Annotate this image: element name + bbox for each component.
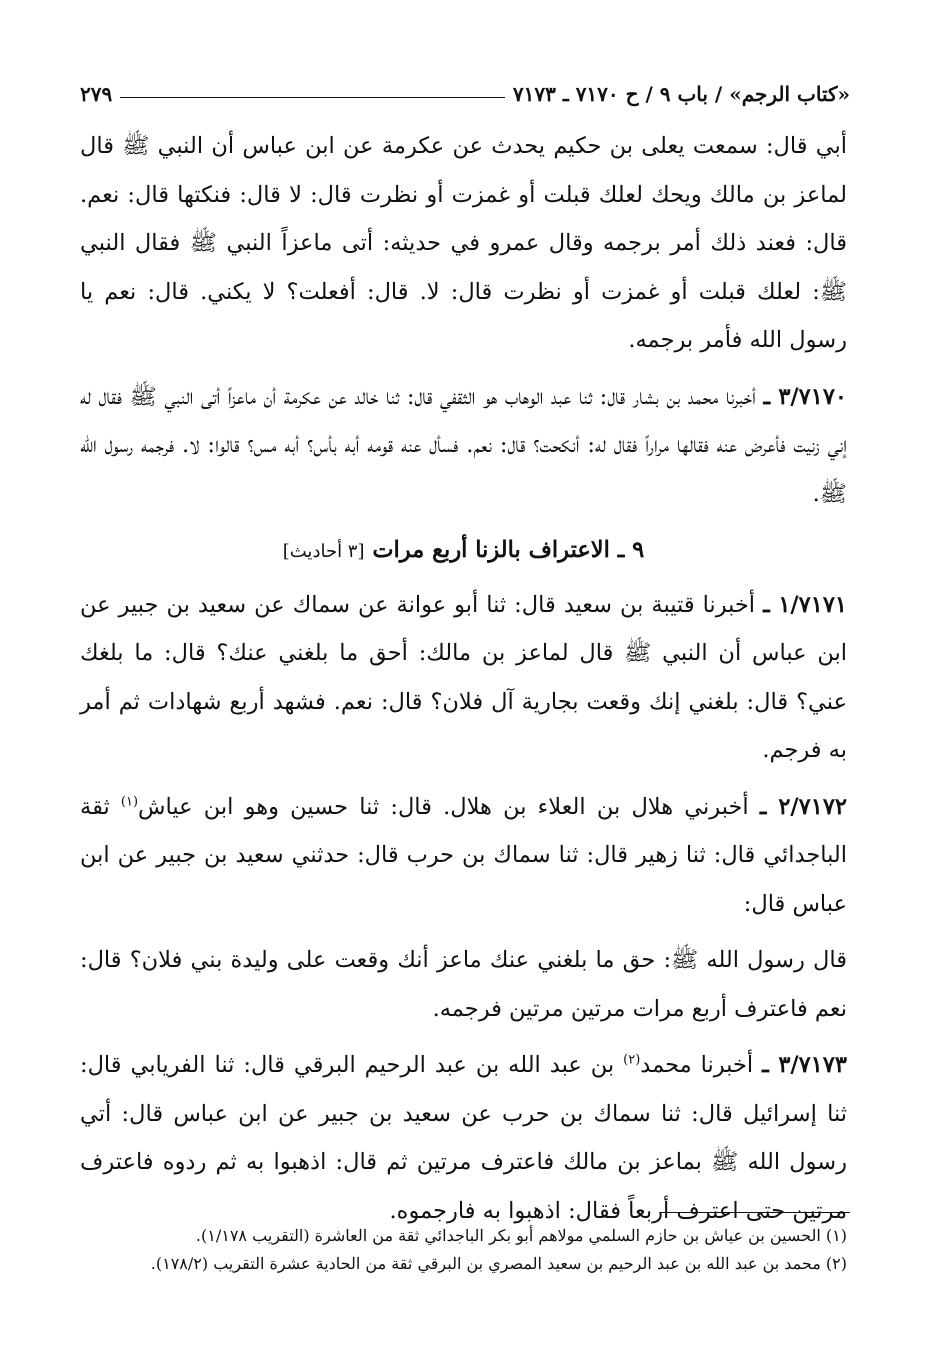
footnote-marker: (٢) [623, 1052, 641, 1068]
running-header [80, 78, 850, 106]
header-rule [120, 97, 505, 98]
hadith-number: ٢/٧١٧٢ ـ [759, 793, 847, 820]
hadith-text: أخبرني هلال بن العلاء بن هلال. قال: ثنا حسين وهو ابن عياش [138, 793, 760, 820]
hadith-number: ٣/٧١٧٣ ـ [762, 1052, 847, 1078]
hadith-7172 [80, 783, 847, 929]
footnote-1: (١) الحسين بن عياش بن حازم السلمي مولاهم أبو بكر الباجدائي ثقة من العاشرة (التقريب ١/١٧٨). [195, 1226, 847, 1245]
section-title: ٩ ـ الاعتراف بالزنا أربع مرات [372, 537, 645, 563]
hadith-7171 [80, 581, 847, 775]
paragraph-continuation: أبي قال: سمعت يعلى بن حكيم يحدث عن عكرمة عن ابن عباس أن النبي ﷺ قال لماعز بن مالك ويحك لعلك قبلت أو غمزت أو نظرت قال: لا قال: فنكتها قال: نعم. قال: فعند ذلك أمر برجمه وقال عمرو في حديثه: أتى ماعزاً النبي ﷺ فقال النبي ﷺ: لعلك قبلت أو غمزت أو نظرت قال: لا. قال: أفعلت؟ لا يكني. قال: نعم يا رسول الله فأمر برجمه. [80, 133, 847, 353]
hadith-text: أخبرنا محمد بن بشار قال: ثنا عبد الوهاب هو الثقفي قال: ثنا خالد عن عكرمة أن ماعزاً أتى النبي ﷺ فقال له إني زنيت فأعرض عنه فقالها مراراً فقال له: أنكحت؟ قال: نعم. فسأل عنه قومه أبه بأس؟ أبه مس؟ قالوا: لا. فرجمه رسول الله ﷺ. [80, 383, 847, 507]
footnote-marker: (١) [120, 794, 139, 809]
footnote-separator [660, 1212, 850, 1213]
hadith-text: بن عبد الله بن عبد الرحيم البرقي قال: ثنا الفريابي قال: ثنا إسرائيل قال: ثنا سماك بن حرب عن سعيد بن جبير عن ابن عباس قال: أتي رسول الله ﷺ بماعز بن مالك فاعترف مرتين ثم قال: اذهبوا به ثم ردوه فاعترف مرتين حتى اعترف أربعاً فقال: اذهبوا به فارجموه. [80, 1052, 847, 1224]
hadith-text: أخبرنا قتيبة بن سعيد قال: ثنا أبو عوانة عن سماك عن سعيد بن جبير عن ابن عباس أن النبي ﷺ قال لماعز بن مالك: أحق ما بلغني عنك؟ قال: ما بلغك عني؟ قال: بلغني إنك وقعت بجارية آل فلان؟ قال: نعم. فشهد أربع شهادات ثم أمر به فرجم. [80, 591, 847, 763]
hadith-text: أخبرنا محمد [640, 1052, 763, 1078]
hadith-number: ١/٧١٧١ ـ [763, 591, 847, 618]
hadith-number: ٣/٧١٧٠ ـ [763, 383, 847, 410]
hadith-7170 [80, 373, 847, 519]
section-hadith-count: [٣ أحاديث] [282, 541, 365, 562]
hadith-text: ثقة الباجدائي قال: ثنا زهير قال: ثنا سماك بن حرب قال: حدثني سعيد بن جبير عن ابن عباس قال: [80, 793, 847, 917]
page-number: ٢٧٩ [80, 82, 113, 106]
footnote-2: (٢) محمد بن عبد الله بن عبد الرحيم بن سعيد المصري بن البرقي ثقة من الحادية عشرة التقريب (١٧٨/٢). [150, 1254, 847, 1273]
footnotes [80, 1222, 847, 1278]
running-title: «كتاب الرجم» / باب ٩ / ح ٧١٧٠ ـ ٧١٧٣ [512, 82, 850, 106]
section-heading [80, 526, 847, 577]
main-text [80, 122, 847, 1243]
hadith-7173 [80, 1041, 847, 1235]
hadith-matn: قال رسول الله ﷺ: حق ما بلغني عنك ماعز أنك وقعت على وليدة بني فلان؟ قال: نعم فاعترف أربع مرات مرتين مرتين فرجمه. [80, 947, 847, 1022]
